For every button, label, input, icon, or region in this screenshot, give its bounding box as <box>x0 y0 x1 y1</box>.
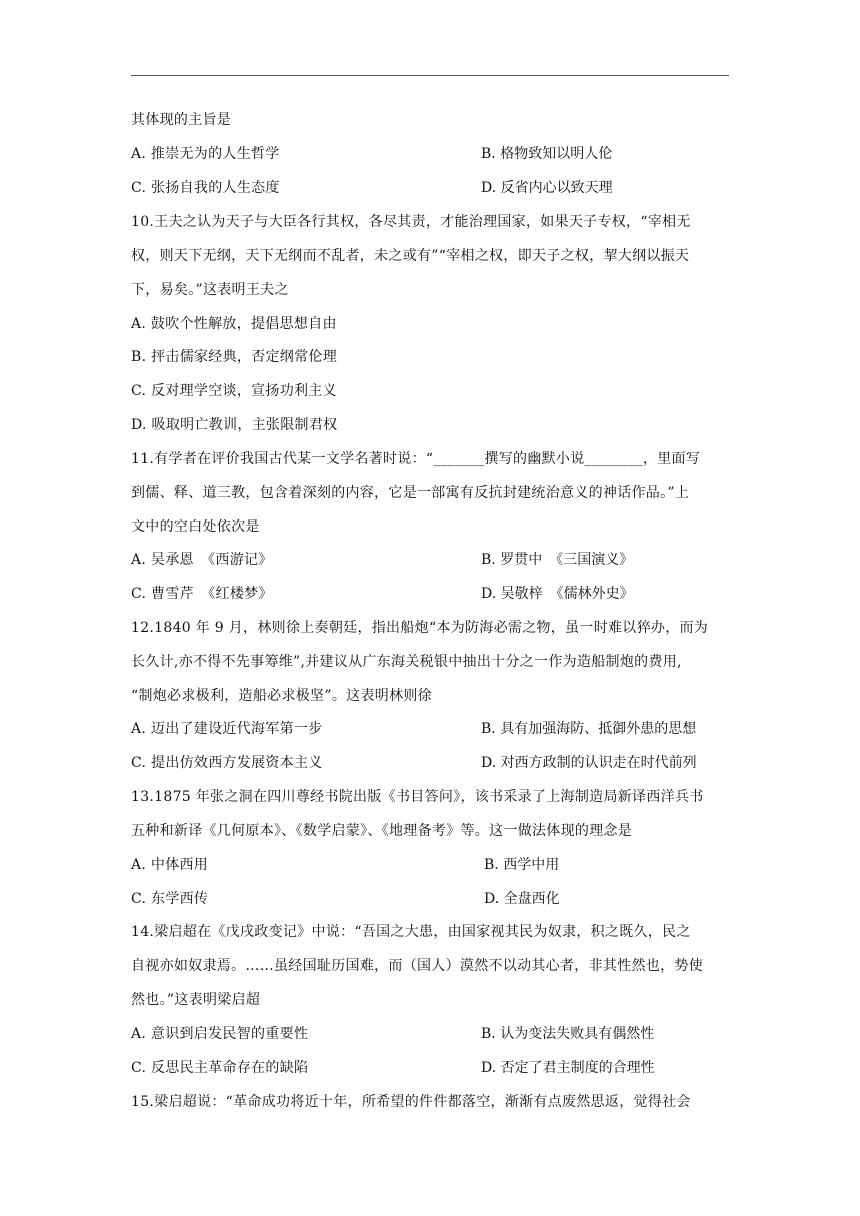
q12-stem-line-1: 12.1840 年 9 月，林则徐上奏朝廷，指出船炮“本为防海必需之物，虽一时难以猝办，而为 <box>131 620 709 636</box>
q13-option-b: B. 西学中用 <box>484 857 560 873</box>
q9-option-b: B. 格物致知以明人伦 <box>481 146 613 162</box>
q12-stem-line-2: 长久计,亦不得不先事筹维”,并建议从广东海关税银中抽出十分之一作为造船制炮的费用, <box>131 654 682 670</box>
q9-stem-tail: 其体现的主旨是 <box>131 112 232 128</box>
q14-stem-line-1: 14.梁启超在《戊戌政变记》中说：“吾国之大患，由国家视其民为奴隶，积之既久，民之 <box>131 924 691 940</box>
q14-option-b: B. 认为变法失败具有偶然性 <box>481 1026 655 1042</box>
q10-option-a: A. 鼓吹个性解放，提倡思想自由 <box>131 316 337 332</box>
q12-option-a: A. 迈出了建设近代海军第一步 <box>131 721 323 737</box>
q10-option-b: B. 抨击儒家经典，否定纲常伦理 <box>131 349 337 365</box>
q11-option-b: B. 罗贯中 《三国演义》 <box>481 552 634 568</box>
q12-option-d: D. 对西方政制的认识走在时代前列 <box>481 755 697 771</box>
q14-option-a: A. 意识到启发民智的重要性 <box>131 1026 309 1042</box>
q11-option-a: A. 吴承恩 《西游记》 <box>131 552 273 568</box>
q14-option-d: D. 否定了君主制度的合理性 <box>481 1060 655 1076</box>
q14-stem-line-2: 自视亦如奴隶焉。……虽经国耻历国难，而（国人）漠然不以动其心者，非其性然也，势使 <box>131 958 703 974</box>
q13-option-c: C. 东学西传 <box>131 891 209 907</box>
q10-stem-line-3: 下，易矣。”这表明王夫之 <box>131 282 289 298</box>
q14-option-c: C. 反思民主革命存在的缺陷 <box>131 1060 309 1076</box>
q11-option-d: D. 吴敬梓 《儒林外史》 <box>481 586 634 602</box>
q9-option-a: A. 推崇无为的人生哲学 <box>131 146 280 162</box>
q11-stem-line-3: 文中的空白处依次是 <box>131 519 260 535</box>
q11-option-c: C. 曹雪芹 《红楼梦》 <box>131 586 273 602</box>
q10-option-c: C. 反对理学空谈，宣扬功利主义 <box>131 383 337 399</box>
q9-option-d: D. 反省内心以致天理 <box>481 180 613 196</box>
q12-option-c: C. 提出仿效西方发展资本主义 <box>131 755 323 771</box>
q9-option-c: C. 张扬自我的人生态度 <box>131 180 280 196</box>
q15-stem-line-1: 15.梁启超说：“革命成功将近十年，所希望的件件都落空，渐渐有点废然思返，觉得社会 <box>131 1094 691 1110</box>
q12-option-b: B. 具有加强海防、抵御外患的思想 <box>481 721 697 737</box>
q14-stem-line-3: 然也。”这表明梁启超 <box>131 992 261 1008</box>
q10-option-d: D. 吸取明亡教训，主张限制君权 <box>131 417 338 433</box>
q11-stem-line-2: 到儒、释、道三教，包含着深刻的内容，它是一部寓有反抗封建统治意义的神话作品。”上 <box>131 485 690 501</box>
q13-stem-line-1: 13.1875 年张之洞在四川尊经书院出版《书目答问》，该书采录了上海制造局新译西洋兵书 <box>131 789 704 805</box>
q11-stem-line-1: 11.有学者在评价我国古代某一文学名著时说：“_______撰写的幽默小说________，里面写 <box>131 451 701 467</box>
q13-option-d: D. 全盘西化 <box>484 891 560 907</box>
q13-stem-line-2: 五种和新译《几何原本》、《数学启蒙》、《地理备考》等。这一做法体现的理念是 <box>131 823 633 839</box>
q13-option-a: A. 中体西用 <box>131 857 209 873</box>
q10-stem-line-1: 10.王夫之认为天子与大臣各行其权，各尽其责，才能治理国家，如果天子专权，“宰相无 <box>131 214 691 230</box>
q12-stem-line-3: “制炮必求极利，造船必求极坚”。这表明林则徐 <box>131 688 432 704</box>
q10-stem-line-2: 权，则天下无纲，天下无纲而不乱者，未之或有”“宰相之权，即天子之权，挈大纲以振天 <box>131 248 690 264</box>
header-rule <box>131 75 729 76</box>
